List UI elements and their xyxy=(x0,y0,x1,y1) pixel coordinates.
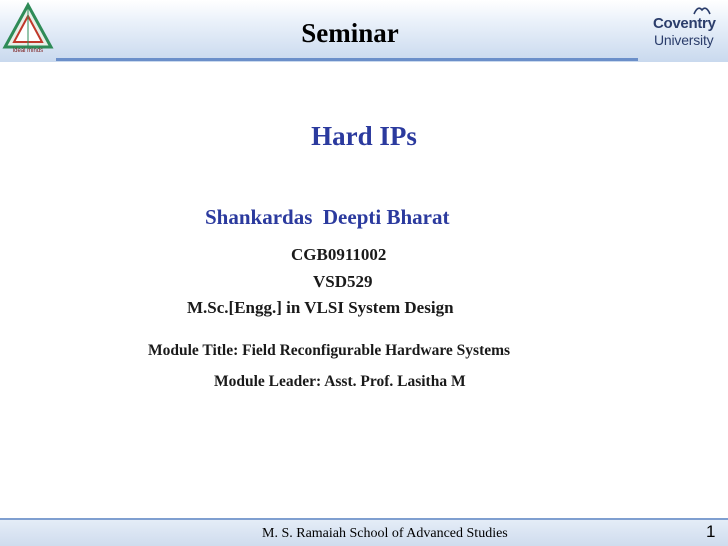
presentation-subject: Hard IPs xyxy=(311,121,417,151)
module-leader: Module Leader: Asst. Prof. Lasitha M xyxy=(214,373,466,390)
page-number: 1 xyxy=(706,522,716,541)
footer-divider xyxy=(0,518,728,520)
coventry-logo xyxy=(652,8,722,52)
degree: M.Sc.[Engg.] in VLSI System Design xyxy=(187,298,454,317)
logo-word-university: University xyxy=(654,32,714,48)
header-divider xyxy=(56,58,638,61)
roll-number: VSD529 xyxy=(313,272,373,291)
footer-institution: M. S. Ramaiah School of Advanced Studies xyxy=(262,526,508,541)
logo-caption: ideal minds xyxy=(12,48,44,54)
student-id: CGB0911002 xyxy=(291,245,387,264)
module-title: Module Title: Field Reconfigurable Hardware Systems xyxy=(148,342,511,359)
logo-word-coventry: Coventry xyxy=(653,15,716,32)
author-name: Shankardas Deepti Bharat xyxy=(205,205,450,229)
slide-title: Seminar xyxy=(301,18,399,48)
